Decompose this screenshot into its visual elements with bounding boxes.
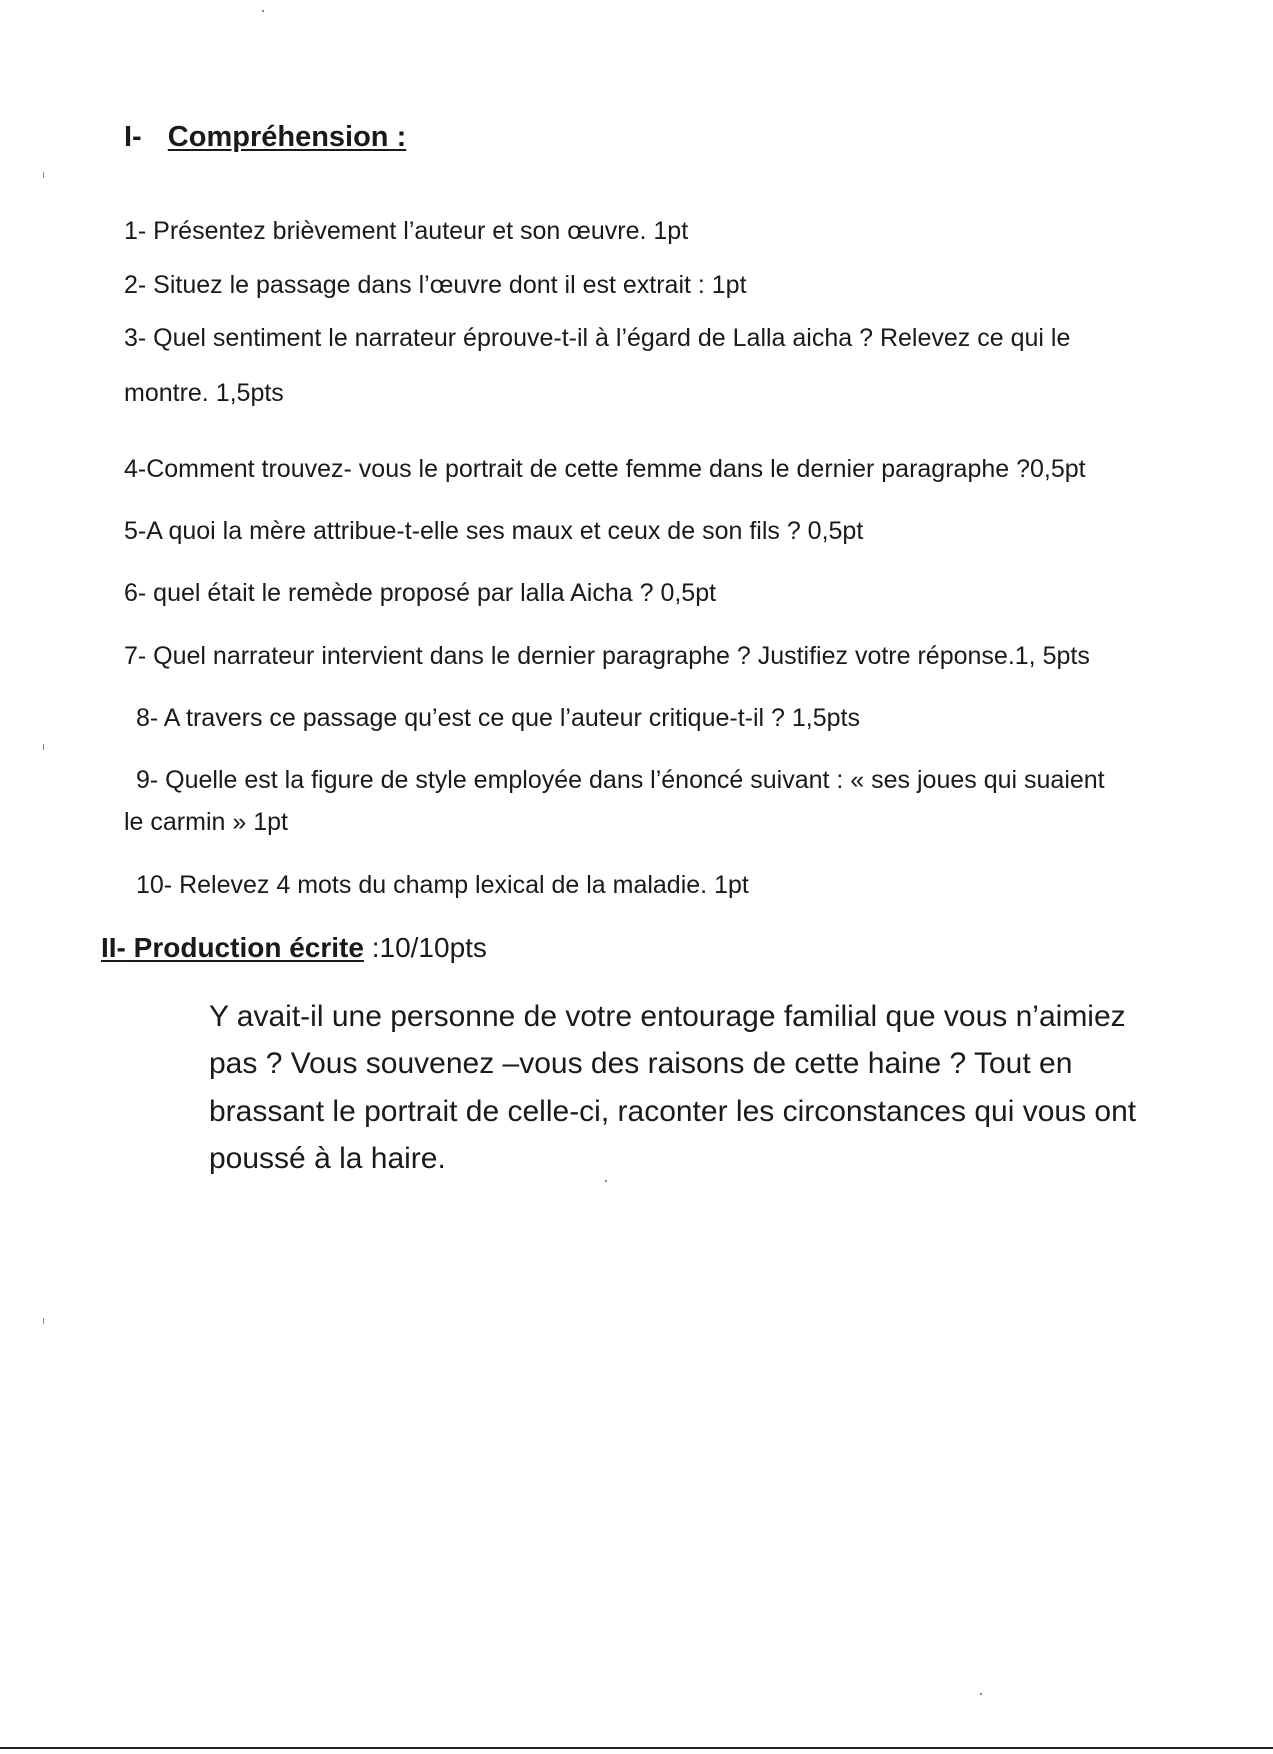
question-1: 1- Présentez brièvement l’auteur et son œuvre. 1pt (124, 217, 689, 245)
section1-heading (124, 122, 406, 152)
scan-speck (43, 172, 44, 178)
essay-prompt-line-3: brassant le portrait de celle-ci, raconter les circonstances qui vous ont (209, 1095, 1137, 1128)
essay-prompt-line-2: pas ? Vous souvenez –vous des raisons de cette haine ? Tout en (209, 1047, 1073, 1080)
question-9-line-2: le carmin » 1pt (124, 808, 288, 836)
bottom-rule (0, 1747, 1273, 1749)
question-7: 7- Quel narrateur intervient dans le dernier paragraphe ? Justifiez votre réponse.1, 5pts (124, 642, 1090, 670)
essay-prompt-line-1: Y avait-il une personne de votre entourage familial que vous n’aimiez (209, 1000, 1126, 1033)
question-8: 8- A travers ce passage qu’est ce que l’auteur critique-t-il ? 1,5pts (136, 704, 860, 732)
section2-points: :10/10pts (363, 932, 487, 963)
question-6: 6- quel était le remède proposé par lalla Aicha ? 0,5pt (124, 579, 717, 607)
question-4: 4-Comment trouvez- vous le portrait de cette femme dans le dernier paragraphe ?0,5pt (124, 455, 1086, 483)
scan-speck (43, 1318, 44, 1324)
essay-prompt-line-4: poussé à la haire. (209, 1142, 446, 1175)
section2-title: Production écrite (125, 932, 364, 963)
scan-speck (980, 1693, 982, 1695)
section2-number: II- (101, 932, 126, 963)
section1-number: I- (124, 121, 142, 153)
scan-speck (262, 10, 264, 12)
scan-speck (605, 1180, 607, 1182)
question-5: 5-A quoi la mère attribue-t-elle ses maux et ceux de son fils ? 0,5pt (124, 517, 864, 545)
question-3-line-1: 3- Quel sentiment le narrateur éprouve-t-il à l’égard de Lalla aicha ? Relevez ce qui le (124, 324, 1071, 352)
question-3-line-2: montre. 1,5pts (124, 379, 284, 407)
section1-title: Compréhension : (167, 121, 407, 153)
question-9-line-1: 9- Quelle est la figure de style employée dans l’énoncé suivant : « ses joues qui suaient (136, 766, 1105, 794)
question-10: 10- Relevez 4 mots du champ lexical de la maladie. 1pt (136, 871, 749, 899)
section2-heading (101, 933, 487, 963)
question-2: 2- Situez le passage dans l’œuvre dont il est extrait : 1pt (124, 271, 747, 299)
scan-speck (43, 744, 44, 750)
